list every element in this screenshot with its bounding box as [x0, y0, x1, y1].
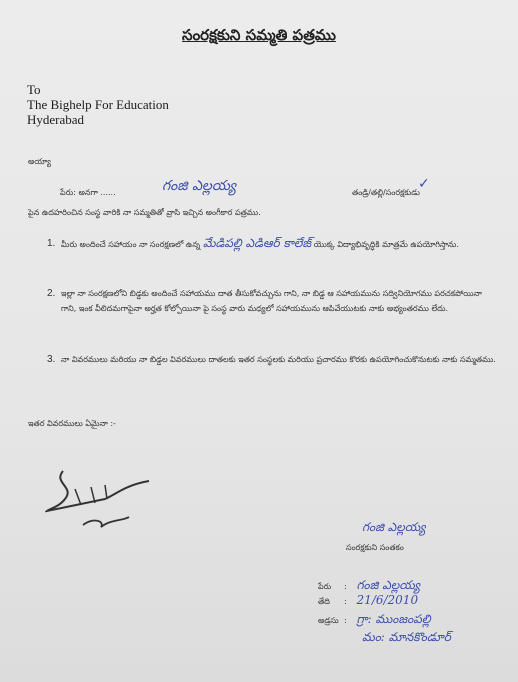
left-signature — [45, 465, 155, 544]
address-line2-handwritten: మం: మానకొండూర్ — [362, 630, 451, 644]
name-label: పేరు — [318, 582, 332, 591]
other-details-label: ఇతర వివరములు ఏమైనా :- — [28, 419, 116, 428]
consent-item-1 — [47, 236, 497, 252]
item-number: 2. — [47, 288, 56, 299]
consent-item-2 — [47, 286, 497, 316]
item-text: నా వివరములు మరియు నా బిడ్డల వివరములు దాతలకు ఇతర సంస్థలకు మరియు ప్రచారము కొరకు ఉపయోగించుకొనుటకు నాకు సమ్మతము. — [61, 355, 496, 364]
signature-scribble-icon — [45, 465, 155, 540]
address-label: అడ్రసు — [318, 616, 339, 625]
item-number: 3. — [47, 354, 56, 365]
name-value-handwritten: గంజి ఎల్లయ్య — [356, 578, 421, 592]
consent-intro-line: పైన ఉదహరించిన సంస్థ వారికి నా సమ్మతితో వ్రాసి ఇచ్చిన అంగీకార పత్రము. — [28, 208, 261, 217]
date-field: తేది : 21/6/2010 — [318, 593, 419, 607]
salutation: అయ్యా — [28, 157, 51, 166]
item-number: 1. — [47, 238, 56, 249]
organization-name: The Bighelp For Education — [27, 97, 169, 112]
city-name: Hyderabad — [27, 112, 85, 127]
to-line: To — [27, 82, 41, 97]
consent-item-3 — [47, 352, 497, 367]
address-line1-handwritten: గ్రా: ముంజంపల్లి — [356, 612, 431, 626]
right-signature-handwritten: గంజి ఎల్లయ్య — [362, 520, 426, 534]
college-name-handwritten: మేడిపల్లి ఎడిఆర్ కాలేజ్ — [202, 236, 312, 250]
guardian-signature-label: సంరక్షకుని సంతకం — [346, 543, 404, 552]
guardian-relation-label: తండ్రి/తల్లి/సంరక్షకుడు — [352, 188, 420, 197]
addressee-block — [27, 82, 169, 127]
item-text-a: మీరు అందించే సహాయం నా సంరక్షణలో ఉన్న — [61, 240, 201, 249]
name-field: పేరు : గంజి ఎల్లయ్య — [318, 578, 421, 592]
address-field: అడ్రసు : గ్రా: ముంజంపల్లి — [318, 612, 431, 626]
guardian-name-handwritten: గంజి ఎల్లయ్య — [162, 178, 237, 194]
item-text-b: యొక్క విద్యాభివృద్ధికి మాత్రమే ఉపయోగిస్తాను. — [313, 240, 459, 249]
guardian-name-prefix: పేరు: అనగా ...... — [60, 188, 116, 197]
date-value-handwritten: 21/6/2010 — [356, 593, 419, 607]
letter-title: సంరక్షకుని సమ్మతి పత్రము — [182, 26, 336, 44]
checkmark-icon: ✓ — [418, 176, 430, 192]
date-label: తేది — [318, 597, 330, 606]
item-text: ఇల్లా నా సంరక్షణలోని బిడ్డకు అందించే సహాయము దాత తీసుకోవచ్చును గాని, నా బిడ్డ ఆ సహాయమును సద్వినియోగము పరచకపోయినా గాని, ఇంక వీలిదమగాపైనా అర్హత కోల్పోయినా పై సంస్థ వారు మధ్యలో సహాయమును ఆపివేయుటకు నాకు అభ్యంతరము లేదు. — [61, 289, 482, 313]
